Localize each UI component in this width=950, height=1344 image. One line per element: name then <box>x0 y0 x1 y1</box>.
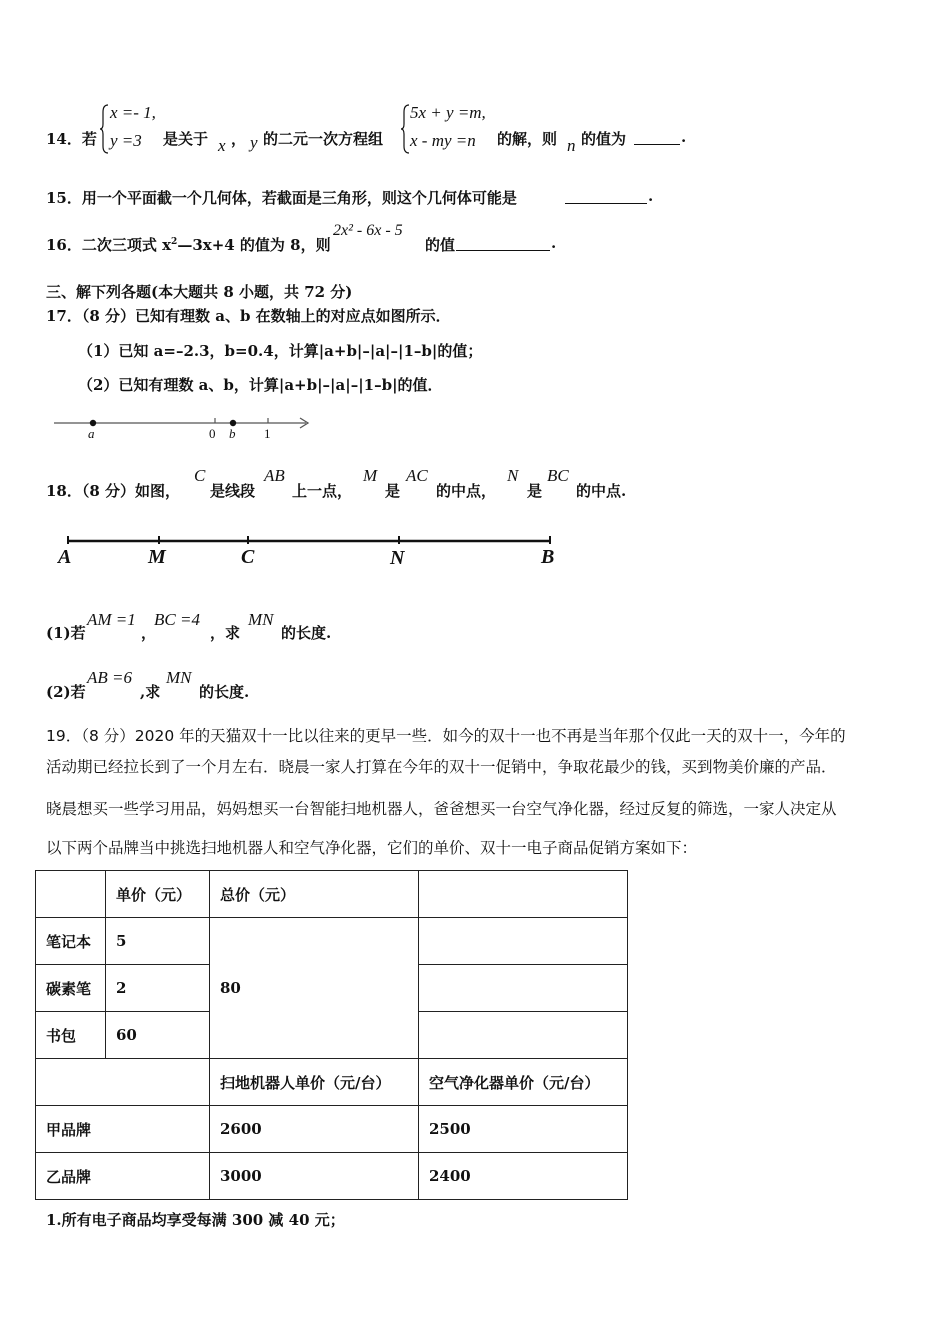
q18-part1-am: AM =1 <box>87 610 136 629</box>
segment-label-b: B <box>541 546 555 568</box>
table-row <box>36 1153 628 1200</box>
q18-text-4: 的中点， <box>436 482 497 500</box>
q18-text-1: 是线段 <box>210 482 256 500</box>
q18-part1-prefix: (1)若 <box>46 624 86 642</box>
table-header-total-price: 总价（元） <box>210 871 419 918</box>
number-line-label-zero: 0 <box>209 426 216 441</box>
table-total-value: 80 <box>210 918 419 1059</box>
q17-part-2: （2）已知有理数 a、b，计算|a+b|–|a|–|1–b|的值． <box>78 376 443 394</box>
q14-var-n: n <box>567 136 576 155</box>
table-row <box>36 918 628 965</box>
table-row <box>36 1106 628 1153</box>
q17-part-1: （1）已知 a=–2.3，b=0.4，计算|a+b|–|a|–|1–b|的值； <box>78 342 483 360</box>
q18-part2-ab: AB =6 <box>87 668 132 687</box>
q18-text-5: 是 <box>527 482 543 500</box>
price-table <box>35 870 628 1200</box>
q14-comma: ， <box>231 130 247 148</box>
table-item-name: 碳素笔 <box>36 965 106 1012</box>
q18-part1-mn: MN <box>248 610 274 629</box>
q17-stem: 17．（8 分）已知有理数 a、b 在数轴上的对应点如图所示． <box>46 307 451 325</box>
segment-label-a: A <box>58 546 72 568</box>
q14-period: . <box>681 128 687 146</box>
segment-figure <box>60 533 560 549</box>
q14-text-solution: 的解，则 <box>497 130 558 148</box>
q19-promo-1: 1.所有电子商品均享受每满 300 减 40 元； <box>46 1211 345 1229</box>
table-header-robot-price: 扫地机器人单价（元/台） <box>210 1059 419 1106</box>
q18-number: 18．（8 分）如图， <box>46 482 181 500</box>
q18-text-6: 的中点. <box>576 482 627 500</box>
q14-equation-2: x - my =n <box>410 131 476 150</box>
q18-part2-suffix: 的长度. <box>199 683 250 701</box>
q16-text-a: 16．二次三项式 x <box>46 236 172 254</box>
table-cell <box>36 871 106 918</box>
q19-line-4: 以下两个品牌当中挑选扫地机器人和空气净化器，它们的单价、双十一电子商品促销方案如下： <box>46 839 698 857</box>
q18-var-ab: AB <box>264 466 285 485</box>
table-purifier-price: 2400 <box>419 1153 628 1200</box>
segment-label-c: C <box>241 546 255 568</box>
table-item-price: 2 <box>106 965 210 1012</box>
table-header-unit-price: 单价（元） <box>106 871 210 918</box>
q19-line-3: 晓晨想买一些学习用品，妈妈想买一台智能扫地机器人，爸爸想买一台空气净化器，经过反复的筛选，一家人决定从 <box>46 800 837 818</box>
q14-answer-blank[interactable] <box>634 130 680 145</box>
q16-text-a-wrap <box>46 234 331 255</box>
q18-var-c: C <box>194 466 206 485</box>
q15-period: . <box>648 187 654 205</box>
q14-solution-y: y =3 <box>110 131 142 150</box>
q18-part2-mn: MN <box>166 668 192 687</box>
q16-expression: 2x² - 6x - 5 <box>333 222 403 239</box>
q18-var-bc: BC <box>547 466 569 485</box>
q18-var-m: M <box>363 466 378 485</box>
q18-part1-comma: ， <box>141 624 157 642</box>
q14-text-about: 是关于 <box>163 130 209 148</box>
q18-part2-ask: ,求 <box>140 683 161 701</box>
table-brand-name: 乙品牌 <box>36 1153 210 1200</box>
segment-label-m: M <box>148 546 166 568</box>
left-brace-icon <box>100 104 110 154</box>
table-robot-price: 2600 <box>210 1106 419 1153</box>
q14-text-value: 的值为 <box>581 130 627 148</box>
table-purifier-price: 2500 <box>419 1106 628 1153</box>
table-brand-name: 甲品牌 <box>36 1106 210 1153</box>
table-row <box>36 871 628 918</box>
table-cell <box>36 1059 210 1106</box>
q18-text-2: 上一点， <box>292 482 353 500</box>
section-heading: 三、解下列各题(本大题共 8 小题，共 72 分) <box>46 283 353 301</box>
q16-period: . <box>551 234 557 252</box>
table-item-name: 笔记本 <box>36 918 106 965</box>
q18-var-n: N <box>507 466 519 485</box>
q18-part1-ask: ，求 <box>210 624 241 642</box>
table-cell <box>419 1012 628 1059</box>
q14-solution-x: x =- 1, <box>110 103 156 122</box>
table-header-purifier-price: 空气净化器单价（元/台） <box>419 1059 628 1106</box>
q18-part1-suffix: 的长度. <box>281 624 332 642</box>
q15-text: 15．用一个平面截一个几何体，若截面是三角形，则这个几何体可能是 <box>46 189 517 207</box>
q14-var-y: y <box>250 133 258 152</box>
q19-line-2: 活动期已经拉长到了一个月左右．晓晨一家人打算在今年的双十一促销中，争取花最少的钱，买到物美价廉的产品． <box>46 758 837 776</box>
table-item-name: 书包 <box>36 1012 106 1059</box>
table-cell <box>419 871 628 918</box>
table-item-price: 5 <box>106 918 210 965</box>
table-cell <box>419 918 628 965</box>
number-line-label-b: b <box>229 426 236 441</box>
q14-equation-1: 5x + y =m, <box>410 103 486 122</box>
q19-line-1: 19．（8 分）2020 年的天猫双十一比以往来的更早一些．如今的双十一也不再是当年那个仅此一天的双十一，今年的 <box>46 727 846 745</box>
q16-superscript: 2 <box>171 237 178 247</box>
q18-var-ac: AC <box>406 466 428 485</box>
q14-number: 14．若 <box>46 130 97 148</box>
table-item-price: 60 <box>106 1012 210 1059</box>
q15-answer-blank[interactable] <box>565 189 647 204</box>
number-line-label-a: a <box>88 426 95 441</box>
q16-answer-blank[interactable] <box>456 236 550 251</box>
q18-part1-bc: BC =4 <box>154 610 200 629</box>
q18-text-3: 是 <box>385 482 401 500</box>
q16-text-c: 的值 <box>425 236 456 254</box>
table-row <box>36 1059 628 1106</box>
q14-var-x: x <box>218 136 226 155</box>
segment-label-n: N <box>390 547 405 569</box>
table-robot-price: 3000 <box>210 1153 419 1200</box>
number-line-label-one: 1 <box>264 426 271 441</box>
q14-text-system: 的二元一次方程组 <box>263 130 384 148</box>
table-cell <box>419 965 628 1012</box>
q16-text-b: —3x+4 的值为 8，则 <box>177 236 331 254</box>
q18-part2-prefix: (2)若 <box>46 683 86 701</box>
